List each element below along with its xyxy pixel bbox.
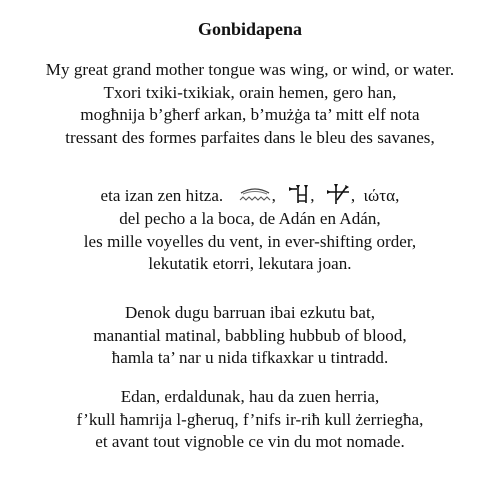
- poem-line: lekutatik etorri, lekutara joan.: [148, 254, 352, 274]
- cuneiform-sign-2-icon: [325, 183, 351, 205]
- stanza-3: [0, 302, 500, 370]
- cuneiform-sign-1-icon: [286, 183, 310, 205]
- poem-line: les mille voyelles du vent, in ever-shifting order,: [83, 231, 417, 251]
- glyph-separator: ,: [310, 186, 315, 205]
- poem-line: My great grand mother tongue was wing, or wind, or water.: [45, 60, 455, 79]
- glyph-separator: ,: [350, 186, 356, 205]
- poem-title: Gonbidapena: [197, 19, 303, 39]
- poem-line-with-glyphs: [0, 185, 500, 208]
- water-hieroglyph-icon: [238, 185, 272, 205]
- poem-line-lead: eta izan zen hitza.: [100, 186, 224, 205]
- poem-line: Denok dugu barruan ibai ezkutu bat,: [124, 303, 376, 322]
- poem-line: Edan, erdaldunak, hau da zuen herria,: [120, 387, 380, 406]
- stanza-4: [0, 386, 500, 454]
- poem-line: tressant des formes parfaites dans le bleu des savanes,: [65, 127, 435, 147]
- stanza-1: [0, 59, 500, 149]
- stanza-2: [0, 185, 500, 276]
- glyph-separator: ,: [271, 186, 276, 205]
- poem-line: mogħnija b’għerf arkan, b’mużġa ta’ mitt elf nota: [80, 105, 420, 124]
- poem-line: manantial matinal, babbling hubbub of blood,: [93, 325, 407, 345]
- poem-line: et avant tout vignoble ce vin du mot nomade.: [95, 432, 405, 451]
- poem-line: del pecho a la boca, de Adán en Adán,: [119, 209, 381, 229]
- poem-line: Txori txiki-txikiak, orain hemen, gero han,: [103, 82, 397, 102]
- poem-line: f’kull ħamrija l-għeruq, f’nifs ir-riħ kull żerriegħa,: [76, 409, 424, 429]
- poem-line: ħamla ta’ nar u nida tifkaxkar u tintradd.: [111, 348, 389, 367]
- poem-line-tail: ιώτα,: [363, 186, 400, 205]
